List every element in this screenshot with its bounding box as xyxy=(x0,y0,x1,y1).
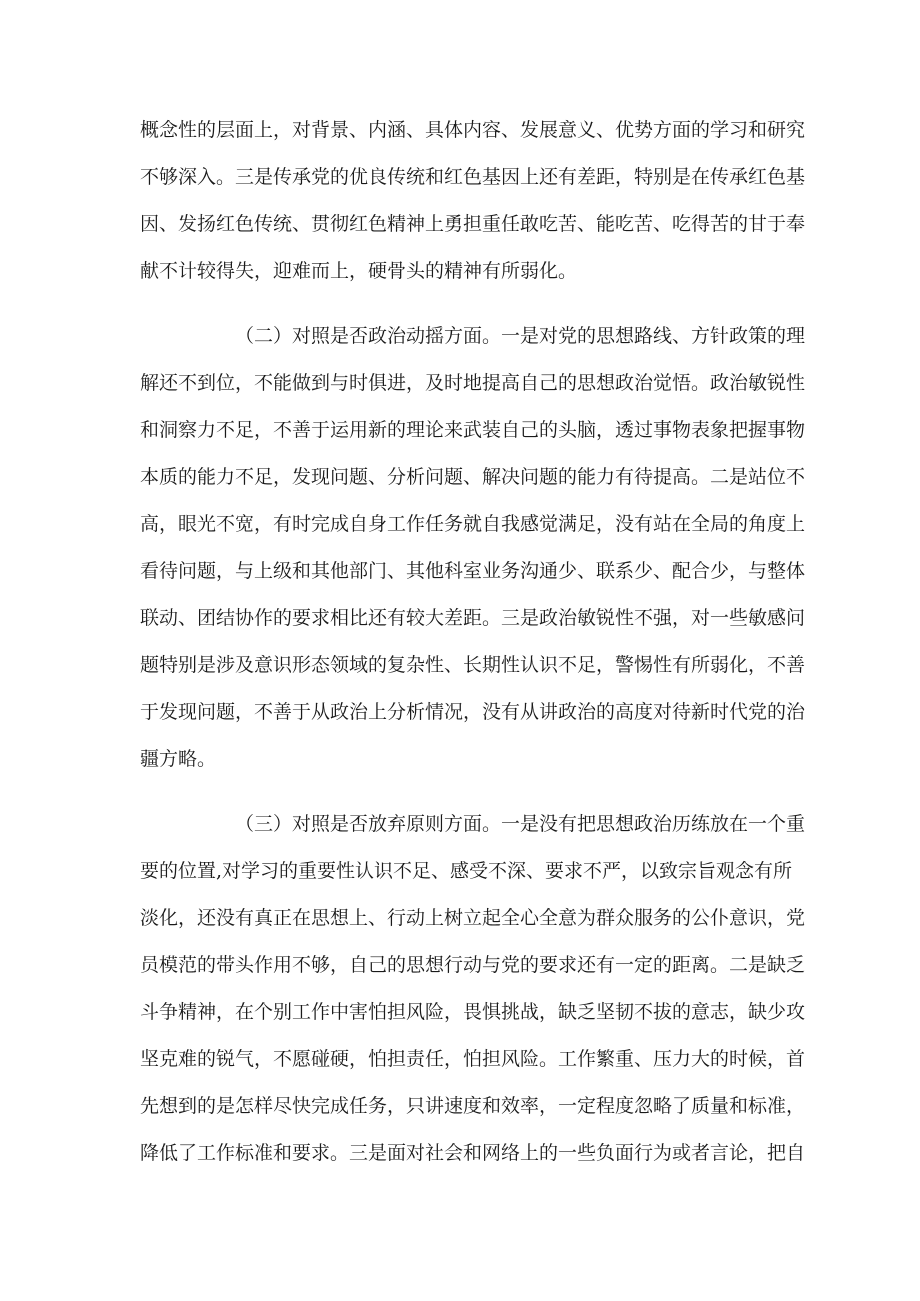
paragraph-2-line-9: 于发现问题，不善于从政治上分析情况，没有从讲政治的高度对待新时代党的治 xyxy=(140,701,806,723)
paragraph-3 xyxy=(140,801,806,1177)
paragraph-1-line-1: 概念性的层面上，对背景、内涵、具体内容、发展意义、优势方面的学习和研究 xyxy=(140,119,806,141)
paragraph-3-line-3: 淡化，还没有真正在思想上、行动上树立起全心全意为群众服务的公仆意识，党 xyxy=(140,907,806,929)
paragraph-3-line-1: （三）对照是否放弃原则方面。一是没有把思想政治历练放在一个重 xyxy=(235,813,806,835)
paragraph-2-line-3: 和洞察力不足，不善于运用新的理论来武装自己的头脑，透过事物表象把握事物 xyxy=(140,419,806,441)
paragraph-1-line-3: 因、发扬红色传统、贯彻红色精神上勇担重任敢吃苦、能吃苦、吃得苦的甘于奉 xyxy=(140,213,806,235)
paragraph-2-line-8: 题特别是涉及意识形态领域的复杂性、长期性认识不足，警惕性有所弱化，不善 xyxy=(140,654,806,676)
paragraph-3-line-5: 斗争精神，在个别工作中害怕担风险，畏惧挑战，缺乏坚韧不拔的意志，缺少攻 xyxy=(140,1001,806,1023)
paragraph-2-line-1: （二）对照是否政治动摇方面。一是对党的思想路线、方针政策的理 xyxy=(235,325,806,347)
paragraph-2-line-10: 疆方略。 xyxy=(140,748,217,770)
paragraph-2-line-7: 联动、团结协作的要求相比还有较大差距。三是政治敏锐性不强，对一些敏感问 xyxy=(140,607,806,629)
paragraph-1-line-4: 献不计较得失，迎难而上，硬骨头的精神有所弱化。 xyxy=(140,260,578,282)
paragraph-2-line-6: 看待问题，与上级和其他部门、其他科室业务沟通少、联系少、配合少，与整体 xyxy=(140,560,806,582)
paragraph-3-line-8: 降低了工作标准和要求。三是面对社会和网络上的一些负面行为或者言论，把自 xyxy=(140,1142,806,1164)
paragraph-2-line-5: 高，眼光不宽，有时完成自身工作任务就自我感觉满足，没有站在全局的角度上 xyxy=(140,513,806,535)
paragraph-3-line-6: 坚克难的锐气，不愿碰硬，怕担责任，怕担风险。工作繁重、压力大的时候，首 xyxy=(140,1048,806,1070)
paragraph-3-line-7: 先想到的是怎样尽快完成任务，只讲速度和效率，一定程度忽略了质量和标准， xyxy=(140,1095,806,1117)
paragraph-3-line-2: 要的位置,对学习的重要性认识不足、感受不深、要求不严，以致宗旨观念有所 xyxy=(140,860,793,882)
paragraph-1 xyxy=(140,107,806,295)
paragraph-1-line-2: 不够深入。三是传承党的优良传统和红色基因上还有差距，特别是在传承红色基 xyxy=(140,166,806,188)
paragraph-2-line-4: 本质的能力不足，发现问题、分析问题、解决问题的能力有待提高。二是站位不 xyxy=(140,466,806,488)
paragraph-3-line-4: 员模范的带头作用不够，自己的思想行动与党的要求还有一定的距离。二是缺乏 xyxy=(140,954,806,976)
paragraph-2-line-2: 解还不到位，不能做到与时俱进，及时地提高自己的思想政治觉悟。政治敏锐性 xyxy=(140,372,806,394)
paragraph-2 xyxy=(140,313,806,783)
